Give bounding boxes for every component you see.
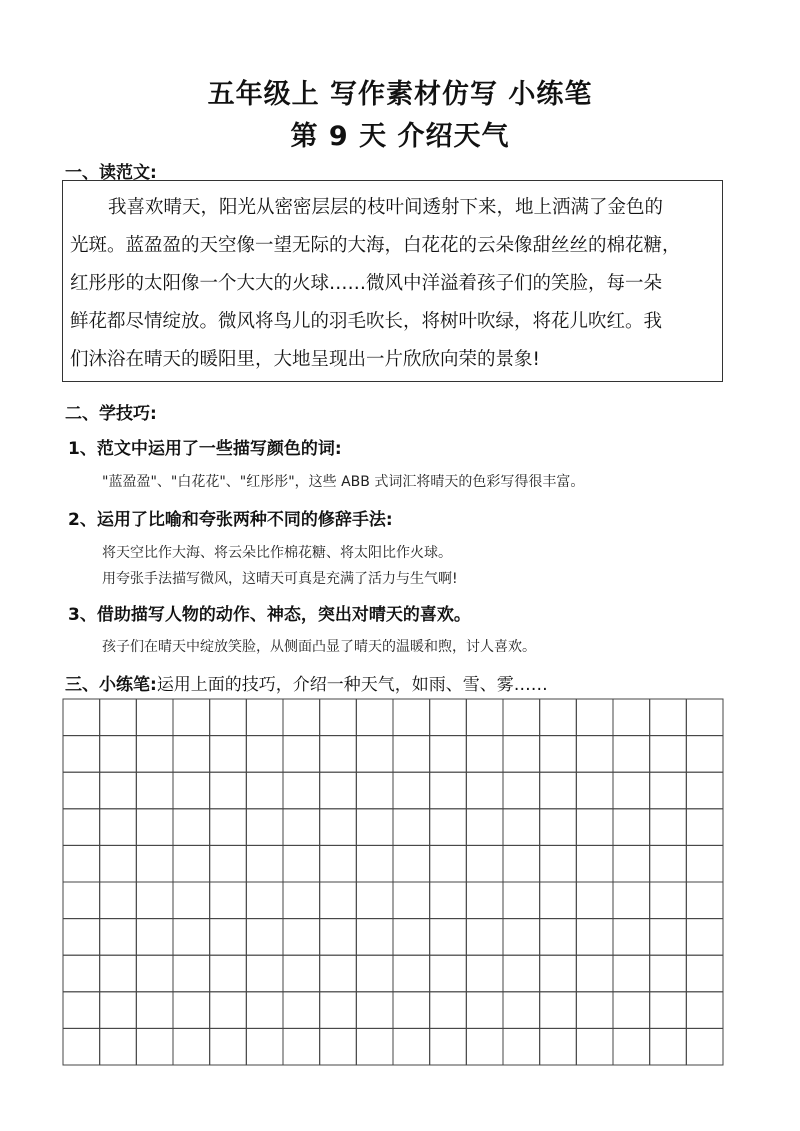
grid-cell[interactable] (576, 1028, 613, 1065)
grid-cell[interactable] (320, 809, 357, 846)
grid-cell[interactable] (466, 992, 503, 1029)
grid-cell[interactable] (686, 845, 723, 882)
grid-cell[interactable] (100, 1028, 137, 1065)
grid-cell[interactable] (63, 955, 100, 992)
grid-cell[interactable] (430, 772, 467, 809)
grid-cell[interactable] (320, 699, 357, 736)
grid-cell[interactable] (356, 955, 393, 992)
grid-cell[interactable] (466, 1028, 503, 1065)
grid-cell[interactable] (63, 699, 100, 736)
grid-cell[interactable] (210, 882, 247, 919)
model-text-line: 红彤彤的太阳像一个大大的火球……微风中洋溢着孩子们的笑脸，每一朵 (70, 273, 663, 294)
grid-cell[interactable] (576, 992, 613, 1029)
practice-heading-label: 三、小练笔: (65, 675, 157, 695)
grid-cell[interactable] (246, 736, 283, 773)
grid-cell[interactable] (283, 736, 320, 773)
grid-cell[interactable] (430, 955, 467, 992)
grid-cell[interactable] (650, 1028, 687, 1065)
section-practice-heading (65, 670, 548, 695)
grid-cell[interactable] (686, 882, 723, 919)
grid-cell[interactable] (63, 882, 100, 919)
grid-cell[interactable] (210, 699, 247, 736)
grid-cell[interactable] (210, 736, 247, 773)
grid-cell[interactable] (503, 736, 540, 773)
grid-cell[interactable] (650, 699, 687, 736)
grid-cell[interactable] (576, 845, 613, 882)
grid-cell[interactable] (613, 882, 650, 919)
grid-cell[interactable] (540, 882, 577, 919)
grid-cell[interactable] (540, 809, 577, 846)
writing-grid[interactable] (62, 698, 724, 1066)
grid-cell[interactable] (576, 736, 613, 773)
grid-cell[interactable] (320, 736, 357, 773)
grid-cell[interactable] (393, 919, 430, 956)
grid-cell[interactable] (650, 882, 687, 919)
grid-cell[interactable] (650, 772, 687, 809)
grid-cell[interactable] (246, 882, 283, 919)
grid-cell[interactable] (466, 882, 503, 919)
grid-cell[interactable] (613, 955, 650, 992)
grid-cell[interactable] (393, 699, 430, 736)
grid-cell[interactable] (356, 919, 393, 956)
tip-body: 用夸张手法描写微风，这晴天可真是充满了活力与生气啊! (102, 571, 458, 587)
grid-cell[interactable] (63, 845, 100, 882)
grid-cell[interactable] (576, 772, 613, 809)
grid-cell[interactable] (356, 882, 393, 919)
grid-cell[interactable] (393, 955, 430, 992)
grid-cell[interactable] (283, 699, 320, 736)
grid-cell[interactable] (246, 699, 283, 736)
grid-cell[interactable] (650, 736, 687, 773)
grid-cell[interactable] (650, 845, 687, 882)
grid-cell[interactable] (686, 809, 723, 846)
grid-cell[interactable] (540, 1028, 577, 1065)
grid-cell[interactable] (136, 772, 173, 809)
grid-cell[interactable] (136, 882, 173, 919)
tip-body: "蓝盈盈"、"白花花"、"红彤彤"，这些 ABB 式词汇将晴天的色彩写得很丰富。 (102, 474, 585, 490)
grid-cell[interactable] (63, 919, 100, 956)
grid-cell[interactable] (100, 955, 137, 992)
worksheet-subtitle: 第 9 天 介绍天气 (290, 121, 510, 152)
worksheet-title: 五年级上 写作素材仿写 小练笔 (207, 79, 593, 110)
grid-cell[interactable] (173, 699, 210, 736)
grid-cell[interactable] (503, 919, 540, 956)
grid-cell[interactable] (356, 736, 393, 773)
grid-cell[interactable] (63, 992, 100, 1029)
grid-cell[interactable] (540, 699, 577, 736)
tip-title: 3、借助描写人物的动作、神态，突出对晴天的喜欢。 (68, 605, 471, 625)
grid-cell[interactable] (503, 699, 540, 736)
grid-cell[interactable] (466, 809, 503, 846)
practice-instruction: 运用上面的技巧，介绍一种天气，如雨、雪、雾…… (156, 675, 548, 695)
grid-cell[interactable] (613, 1028, 650, 1065)
grid-cell[interactable] (136, 919, 173, 956)
grid-cell[interactable] (686, 736, 723, 773)
grid-cell[interactable] (393, 882, 430, 919)
grid-cell[interactable] (503, 955, 540, 992)
grid-cell[interactable] (63, 809, 100, 846)
tip-body: 孩子们在晴天中绽放笑脸，从侧面凸显了晴天的温暖和煦，讨人喜欢。 (102, 639, 536, 655)
tip-title: 1、范文中运用了一些描写颜色的词: (68, 439, 342, 459)
grid-cell[interactable] (136, 845, 173, 882)
grid-cell[interactable] (246, 809, 283, 846)
grid-cell[interactable] (173, 809, 210, 846)
grid-cell[interactable] (210, 919, 247, 956)
grid-cell[interactable] (356, 772, 393, 809)
tip-title: 2、运用了比喻和夸张两种不同的修辞手法: (68, 510, 393, 530)
grid-cell[interactable] (100, 992, 137, 1029)
grid-cell[interactable] (320, 955, 357, 992)
grid-cell[interactable] (503, 992, 540, 1029)
grid-cell[interactable] (246, 955, 283, 992)
section-learn-skills-heading: 二、学技巧: (65, 404, 157, 424)
grid-cell[interactable] (466, 772, 503, 809)
model-text-line: 鲜花都尽情绽放。微风将鸟儿的羽毛吹长，将树叶吹绿，将花儿吹红。我 (70, 311, 663, 332)
grid-cell[interactable] (686, 1028, 723, 1065)
grid-cell[interactable] (503, 882, 540, 919)
grid-cell[interactable] (466, 955, 503, 992)
grid-cell[interactable] (100, 772, 137, 809)
grid-cell[interactable] (100, 882, 137, 919)
grid-cell[interactable] (136, 955, 173, 992)
grid-cell[interactable] (210, 955, 247, 992)
grid-cell[interactable] (320, 772, 357, 809)
grid-cell[interactable] (173, 919, 210, 956)
grid-cell[interactable] (576, 699, 613, 736)
grid-cell[interactable] (466, 845, 503, 882)
grid-cell[interactable] (540, 772, 577, 809)
grid-cell[interactable] (686, 699, 723, 736)
grid-cell[interactable] (650, 919, 687, 956)
grid-cell[interactable] (576, 919, 613, 956)
grid-cell[interactable] (210, 1028, 247, 1065)
grid-cell[interactable] (430, 992, 467, 1029)
grid-cell[interactable] (686, 955, 723, 992)
grid-cell[interactable] (430, 1028, 467, 1065)
grid-cell[interactable] (100, 699, 137, 736)
grid-cell[interactable] (173, 992, 210, 1029)
grid-cell[interactable] (136, 992, 173, 1029)
grid-cell[interactable] (63, 772, 100, 809)
grid-cell[interactable] (100, 809, 137, 846)
grid-cell[interactable] (393, 1028, 430, 1065)
grid-cell[interactable] (613, 772, 650, 809)
grid-cell[interactable] (430, 736, 467, 773)
grid-cell[interactable] (576, 882, 613, 919)
grid-cell[interactable] (393, 772, 430, 809)
grid-cell[interactable] (540, 736, 577, 773)
grid-cell[interactable] (173, 772, 210, 809)
grid-cell[interactable] (210, 845, 247, 882)
grid-cell[interactable] (283, 1028, 320, 1065)
grid-cell[interactable] (173, 882, 210, 919)
grid-cell[interactable] (320, 992, 357, 1029)
grid-cell[interactable] (466, 736, 503, 773)
grid-cell[interactable] (650, 955, 687, 992)
grid-cell[interactable] (246, 919, 283, 956)
grid-cell[interactable] (173, 845, 210, 882)
grid-cell[interactable] (540, 919, 577, 956)
grid-cell[interactable] (173, 736, 210, 773)
grid-cell[interactable] (430, 699, 467, 736)
grid-cell[interactable] (283, 955, 320, 992)
grid-cell[interactable] (283, 882, 320, 919)
grid-cell[interactable] (540, 955, 577, 992)
grid-cell[interactable] (320, 1028, 357, 1065)
grid-cell[interactable] (466, 699, 503, 736)
grid-cell[interactable] (246, 1028, 283, 1065)
grid-cell[interactable] (393, 992, 430, 1029)
model-text-line: 我喜欢晴天，阳光从密密层层的枝叶间透射下来，地上洒满了金色的 (108, 197, 664, 218)
grid-cell[interactable] (173, 955, 210, 992)
grid-cell[interactable] (430, 882, 467, 919)
grid-cell[interactable] (650, 992, 687, 1029)
grid-cell[interactable] (283, 809, 320, 846)
grid-cell[interactable] (650, 809, 687, 846)
grid-cell[interactable] (246, 845, 283, 882)
grid-cell[interactable] (503, 1028, 540, 1065)
grid-cell[interactable] (136, 736, 173, 773)
grid-cell[interactable] (283, 845, 320, 882)
grid-cell[interactable] (136, 809, 173, 846)
grid-cell[interactable] (613, 845, 650, 882)
grid-cell[interactable] (63, 1028, 100, 1065)
grid-cell[interactable] (246, 772, 283, 809)
grid-cell[interactable] (100, 736, 137, 773)
grid-cell[interactable] (393, 736, 430, 773)
grid-cell[interactable] (466, 919, 503, 956)
grid-cell[interactable] (63, 736, 100, 773)
grid-cell[interactable] (613, 992, 650, 1029)
grid-cell[interactable] (393, 809, 430, 846)
model-text-line: 们沐浴在晴天的暖阳里，大地呈现出一片欣欣向荣的景象! (70, 349, 540, 370)
grid-cell[interactable] (283, 992, 320, 1029)
grid-cell[interactable] (686, 992, 723, 1029)
grid-cell[interactable] (576, 809, 613, 846)
grid-cell[interactable] (686, 919, 723, 956)
grid-cell[interactable] (503, 845, 540, 882)
grid-cell[interactable] (283, 772, 320, 809)
grid-cell[interactable] (356, 809, 393, 846)
grid-cell[interactable] (613, 736, 650, 773)
grid-cell[interactable] (320, 919, 357, 956)
grid-cell[interactable] (430, 919, 467, 956)
grid-cell[interactable] (210, 772, 247, 809)
grid-cell[interactable] (210, 809, 247, 846)
tip-body: 将天空比作大海、将云朵比作棉花糖、将太阳比作火球。 (102, 545, 452, 561)
grid-cell[interactable] (100, 919, 137, 956)
section-read-model-heading: 一、读范文: (65, 163, 157, 183)
grid-cell[interactable] (356, 992, 393, 1029)
grid-cell[interactable] (430, 845, 467, 882)
grid-cell[interactable] (686, 772, 723, 809)
grid-cell[interactable] (393, 845, 430, 882)
grid-cell[interactable] (503, 809, 540, 846)
grid-cell[interactable] (613, 699, 650, 736)
grid-cell[interactable] (246, 992, 283, 1029)
grid-cell[interactable] (356, 1028, 393, 1065)
grid-cell[interactable] (613, 919, 650, 956)
grid-cell[interactable] (576, 955, 613, 992)
model-text-line: 光斑。蓝盈盈的天空像一望无际的大海，白花花的云朵像甜丝丝的棉花糖， (70, 235, 681, 256)
grid-cell[interactable] (100, 845, 137, 882)
grid-cell[interactable] (540, 845, 577, 882)
grid-cell[interactable] (430, 809, 467, 846)
grid-cell[interactable] (136, 1028, 173, 1065)
grid-cell[interactable] (173, 1028, 210, 1065)
grid-cell[interactable] (356, 845, 393, 882)
grid-cell[interactable] (320, 882, 357, 919)
grid-cell[interactable] (210, 992, 247, 1029)
grid-cell[interactable] (503, 772, 540, 809)
grid-cell[interactable] (320, 845, 357, 882)
grid-cell[interactable] (613, 809, 650, 846)
grid-cell[interactable] (283, 919, 320, 956)
grid-cell[interactable] (136, 699, 173, 736)
grid-cell[interactable] (356, 699, 393, 736)
grid-cell[interactable] (540, 992, 577, 1029)
